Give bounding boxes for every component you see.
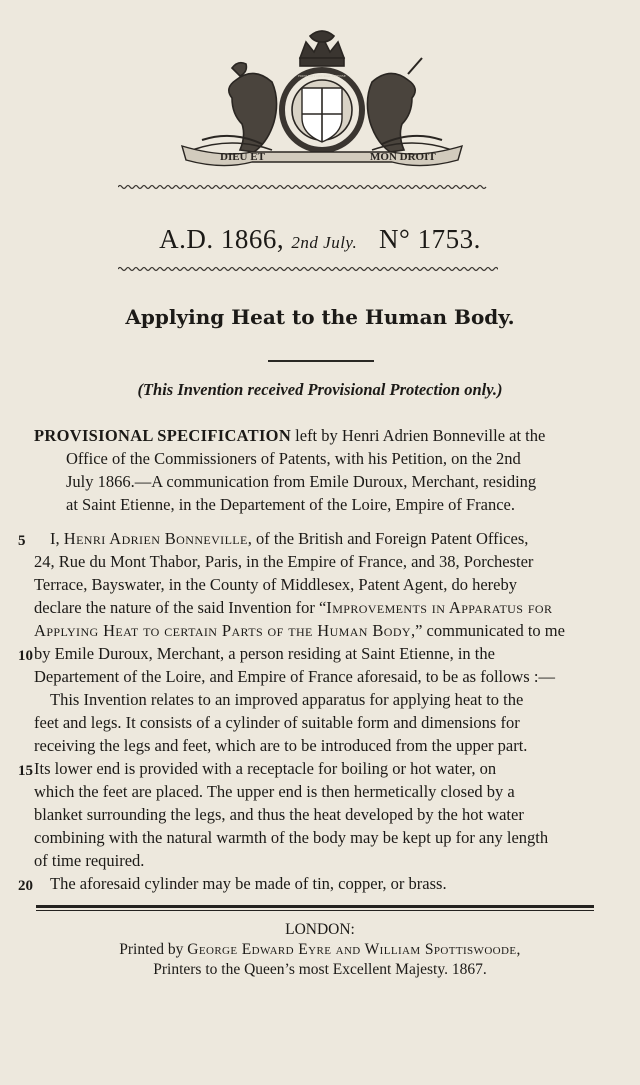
agent-name: Henri Adrien Bonneville	[63, 529, 248, 548]
header-date: 2nd July.	[291, 233, 358, 252]
line-number-20: 20	[18, 878, 33, 894]
spec-heading: PROVISIONAL SPECIFICATION	[34, 426, 292, 445]
body-line-4	[34, 596, 552, 619]
body-line-7: Departement of the Loire, and Empire of France aforesaid, to be as follows :—	[34, 667, 555, 686]
body-line-12: which the feet are placed. The upper end is then hermetically closed by a	[34, 782, 515, 801]
line-number-5: 5	[18, 533, 26, 549]
spec-line-1-text: left by Henri Adrien Bonneville at the	[291, 426, 546, 445]
spec-line-1	[34, 424, 545, 447]
body-line-13: blanket surrounding the legs, and thus the heat developed by the hot water	[34, 805, 524, 824]
body-line-3: Terrace, Bayswater, in the County of Middlesex, Patent Agent, do hereby	[34, 575, 517, 594]
footer-city: LONDON:	[285, 921, 355, 938]
spec-line-2: Office of the Commissioners of Patents, with his Petition, on the 2nd	[66, 449, 521, 468]
spec-line-4: at Saint Etienne, in the Departement of the Loire, Empire of France.	[66, 495, 516, 514]
footer-printers-line: Printers to the Queen’s most Excellent Majesty. 1867.	[153, 961, 487, 978]
royal-coat-of-arms	[172, 28, 472, 168]
body-line-1-pre: I,	[50, 529, 64, 548]
provisional-note: (This Invention received Provisional Protection only.)	[137, 380, 503, 399]
body-line-4-pre: declare the nature of the said Invention for “	[34, 598, 327, 617]
footer-printed-pre: Printed by	[119, 941, 188, 958]
header-year: A.D. 1866,	[159, 224, 285, 254]
patent-header	[0, 224, 640, 255]
body-line-1	[50, 527, 528, 550]
title-divider	[268, 360, 374, 362]
motto-left: DIEU ET	[220, 151, 265, 163]
invention-title: Applying Heat to the Human Body.	[125, 305, 515, 329]
line-number-15: 15	[18, 763, 33, 779]
body-line-5-post: ,” communicated to me	[410, 621, 565, 640]
ornamental-rule-bottom	[118, 266, 498, 272]
body-line-14: combining with the natural warmth of the body may be kept up for any length	[34, 828, 549, 847]
invention-caps-2: Applying Heat to certain Parts of the Human Body	[34, 621, 411, 640]
line-number-10: 10	[18, 648, 33, 664]
printer-names: George Edward Eyre and William Spottiswoode,	[187, 941, 521, 958]
body-line-5	[34, 619, 565, 642]
ornamental-rule-top	[118, 184, 498, 190]
footer-printed-by	[0, 940, 640, 960]
body-line-9: feet and legs. It consists of a cylinder of suitable form and dimensions for	[34, 713, 520, 732]
body-line-2: 24, Rue du Mont Thabor, Paris, in the Empire of France, and 38, Porchester	[34, 552, 534, 571]
motto-right: MON DROIT	[370, 151, 436, 163]
spec-line-3: July 1866.—A communication from Emile Duroux, Merchant, residing	[66, 472, 537, 491]
body-line-1-post: , of the British and Foreign Patent Offices,	[247, 529, 529, 548]
body-line-16: The aforesaid cylinder may be made of tin, copper, or brass.	[50, 874, 447, 893]
footer-rule-thick	[36, 905, 594, 908]
body-line-8: This Invention relates to an improved apparatus for applying heat to the	[50, 690, 524, 709]
garter-motto: HONI SOIT QUI MAL Y PENSE	[298, 74, 346, 78]
body-line-11: Its lower end is provided with a receptacle for boiling or hot water, on	[34, 759, 497, 778]
footer-rule-thin	[36, 910, 594, 911]
body-line-15: of time required.	[34, 851, 145, 870]
body-line-10: receiving the legs and feet, which are to be introduced from the upper part.	[34, 736, 528, 755]
body-line-6: by Emile Duroux, Merchant, a person residing at Saint Etienne, in the	[34, 644, 495, 663]
patent-number: N° 1753.	[379, 224, 481, 254]
invention-caps-1: Improvements in Apparatus for	[326, 598, 553, 617]
